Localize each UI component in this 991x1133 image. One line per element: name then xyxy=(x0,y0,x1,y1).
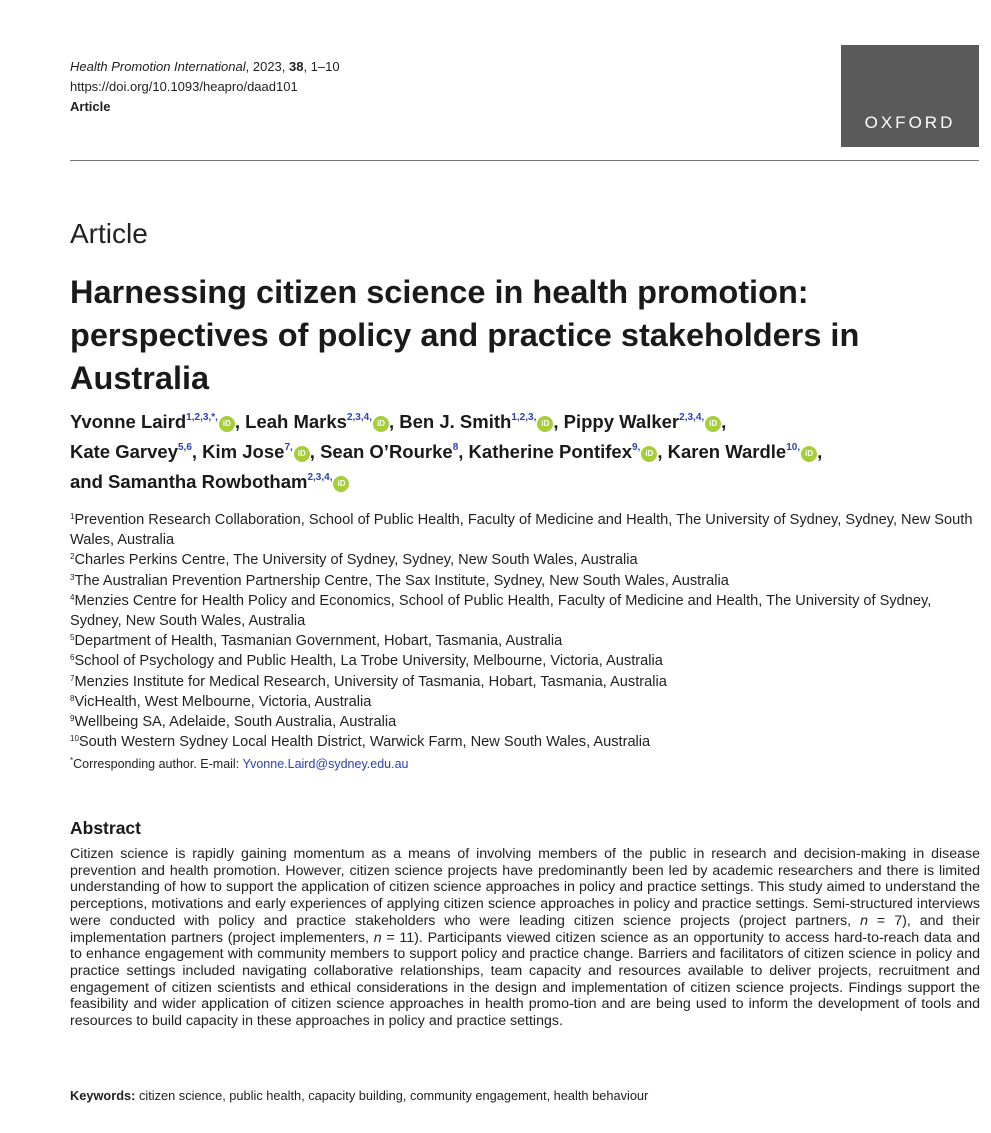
section-label: Article xyxy=(70,218,148,249)
author-name: Pippy Walker xyxy=(563,411,680,432)
affiliation-text: Wellbeing SA, Adelaide, South Australia, Australia xyxy=(74,714,397,731)
author-name: Sean O’Rourke xyxy=(320,441,453,462)
orcid-icon[interactable]: iD xyxy=(333,476,349,492)
author-name: Katherine Pontifex xyxy=(468,441,632,462)
abstract-n-symbol: n xyxy=(860,912,868,929)
author-affiliation-marks[interactable]: 1,2,3,*, xyxy=(186,412,218,423)
author-affiliation-marks[interactable]: 5,6 xyxy=(177,442,192,453)
affiliation-list xyxy=(70,510,982,752)
paper-title: Harnessing citizen science in health promotion: perspectives of policy and practice stakeholders in Australia xyxy=(70,274,860,396)
affiliation-item xyxy=(70,651,982,671)
affiliation-item xyxy=(70,631,982,651)
affiliation-item xyxy=(70,571,982,591)
corresponding-author xyxy=(70,757,408,771)
author-name: Kate Garvey xyxy=(70,441,178,462)
affiliation-item xyxy=(70,510,982,550)
corresponding-label: Corresponding author. E-mail: xyxy=(73,757,243,771)
author-separator: , xyxy=(234,411,246,432)
orcid-icon[interactable]: iD xyxy=(537,416,553,432)
author-separator: , xyxy=(458,441,469,462)
author xyxy=(70,441,202,462)
author-separator: , xyxy=(721,411,727,432)
affiliation-number: 3 xyxy=(70,572,75,582)
author-name: Yvonne Laird xyxy=(70,411,187,432)
orcid-icon[interactable]: iD xyxy=(219,416,235,432)
affiliation-text: Charles Perkins Centre, The University of Sydney, Sydney, New South Wales, Australia xyxy=(74,552,638,569)
author-affiliation-marks[interactable]: 2,3,4, xyxy=(346,412,372,423)
abstract-part-1: Citizen science is rapidly gaining momentum as a means of involving members of the public in research and decision-making in disease prevention and health promotion. However, citizen science projects have predominantly been led by academic researchers and there is limited understanding of how to support the application of citizen science approaches in policy and practice settings. This study aimed to understand the perceptions, motivations and early experiences of applying citizen science approaches in policy and practice settings. Semi-structured interviews were conducted with policy and practice stakeholders who were leading citizen science projects (project partners, xyxy=(70,846,980,929)
affiliation-number: 9 xyxy=(70,714,75,724)
doi-link[interactable]: https://doi.org/10.1093/heapro/daad101 xyxy=(70,79,298,94)
affiliation-item xyxy=(70,712,982,732)
author xyxy=(320,441,468,462)
author xyxy=(202,441,320,462)
author-name: Leah Marks xyxy=(245,411,347,432)
affiliation-text: Menzies Centre for Health Policy and Economics, School of Public Health, Faculty of Medicine and Health, The University of Sydney, Sydney, New South Wales, Australia xyxy=(70,592,932,630)
author-separator: , xyxy=(657,441,668,462)
author xyxy=(399,411,563,432)
author xyxy=(668,441,823,462)
orcid-icon[interactable]: iD xyxy=(294,446,310,462)
author-list xyxy=(70,407,975,497)
affiliation-item xyxy=(70,692,982,712)
orcid-icon[interactable]: iD xyxy=(641,446,657,462)
corresponding-mark: * xyxy=(70,755,74,765)
author-affiliation-marks[interactable]: 8 xyxy=(452,442,459,453)
author xyxy=(70,411,245,432)
author-affiliation-marks[interactable]: 2,3,4, xyxy=(679,412,705,423)
keywords xyxy=(70,1088,648,1103)
author-separator: , xyxy=(817,441,823,462)
journal-name: Health Promotion International xyxy=(70,59,246,74)
author-affiliation-marks[interactable]: 1,2,3, xyxy=(511,412,537,423)
logo-text: OXFORD xyxy=(864,113,956,132)
author-affiliation-marks[interactable]: 2,3,4, xyxy=(307,472,333,483)
abstract-n-symbol: n xyxy=(373,929,382,946)
affiliation-item xyxy=(70,550,982,570)
author-separator: , xyxy=(553,411,564,432)
author xyxy=(245,411,399,432)
oxford-logo xyxy=(841,45,979,147)
affiliation-text: Menzies Institute for Medical Research, University of Tasmania, Hobart, Tasmania, Australia xyxy=(74,673,667,690)
abstract-part-3: = 11). Participants viewed citizen science as an opportunity to access hard-to-reach data and to enhance engagement with community members to support policy and practice change. Barriers and facilitators of citizen science in policy and practice settings included navigating collaborative relationships, team capacity and resources available to deliver projects, recruitment and engagement of citizen scientists and ethical considerations in the design and implementation of citizen science projects. Findings support the feasibility and wider application of citizen science approaches in health promo-tion and are being used to inform the development of tools and resources to build capacity in these approaches in policy and practice settings. xyxy=(70,929,980,1030)
author-separator: , xyxy=(388,411,400,432)
citation-pages: , 1–10 xyxy=(303,59,340,74)
author xyxy=(564,411,727,432)
affiliation-item xyxy=(70,732,982,752)
author-affiliation-marks[interactable]: 9, xyxy=(632,442,641,453)
author-affiliation-marks[interactable]: 10, xyxy=(786,442,801,453)
orcid-icon[interactable]: iD xyxy=(801,446,817,462)
author xyxy=(469,441,668,462)
affiliation-number: 10 xyxy=(70,734,79,744)
author-name: Kim Jose xyxy=(202,441,285,462)
orcid-icon[interactable]: iD xyxy=(705,416,721,432)
keywords-list: citizen science, public health, capacity building, community engagement, health behaviour xyxy=(135,1088,649,1103)
abstract-heading: Abstract xyxy=(70,818,141,838)
author-separator: , xyxy=(309,441,321,462)
affiliation-text: VicHealth, West Melbourne, Victoria, Australia xyxy=(74,693,372,710)
author-name: Ben J. Smith xyxy=(399,411,512,432)
affiliation-number: 7 xyxy=(70,673,75,683)
citation-line xyxy=(70,57,340,77)
author-affiliation-marks[interactable]: 7, xyxy=(284,442,293,453)
affiliation-text: Department of Health, Tasmanian Government, Hobart, Tasmania, Australia xyxy=(74,633,563,650)
affiliation-text: Prevention Research Collaboration, School of Public Health, Faculty of Medicine and Health, The University of Sydney, Sydney, New South Wales, Australia xyxy=(70,512,973,549)
keywords-label: Keywords: xyxy=(70,1088,136,1103)
article-type: Article xyxy=(70,99,111,114)
affiliation-number: 2 xyxy=(70,552,75,562)
affiliation-number: 6 xyxy=(70,653,75,663)
citation-volume: 38 xyxy=(288,59,304,74)
citation-year: , 2023, xyxy=(245,59,289,74)
affiliation-number: 8 xyxy=(70,693,75,703)
affiliation-number: 4 xyxy=(70,592,75,602)
affiliation-item xyxy=(70,672,982,692)
orcid-icon[interactable]: iD xyxy=(373,416,389,432)
abstract-text xyxy=(70,846,980,1030)
affiliation-item xyxy=(70,591,982,631)
corresponding-email-link[interactable]: Yvonne.Laird@sydney.edu.au xyxy=(242,757,409,771)
author-separator: , xyxy=(191,441,203,462)
affiliation-text: School of Psychology and Public Health, La Trobe University, Melbourne, Victoria, Australia xyxy=(74,653,663,670)
journal-header xyxy=(70,57,340,117)
abstract-part-2: = 7), and their implementation partners (project implementers, xyxy=(70,912,980,946)
header-divider xyxy=(70,160,979,161)
affiliation-text: The Australian Prevention Partnership Centre, The Sax Institute, Sydney, New South Wales, Australia xyxy=(74,572,729,589)
author-name: and Samantha Rowbotham xyxy=(70,471,308,492)
author-name: Karen Wardle xyxy=(667,441,787,462)
affiliation-text: South Western Sydney Local Health District, Warwick Farm, New South Wales, Australia xyxy=(78,734,651,751)
affiliation-number: 1 xyxy=(70,512,75,521)
affiliation-number: 5 xyxy=(70,633,75,643)
author xyxy=(70,471,349,492)
